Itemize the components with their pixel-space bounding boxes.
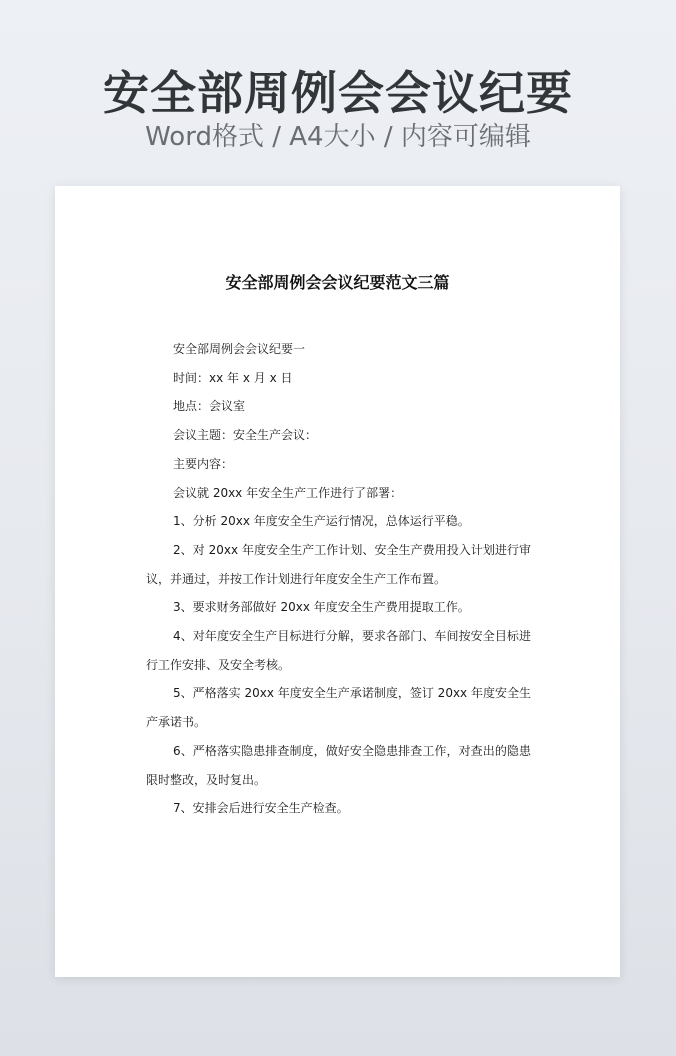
banner-title: 安全部周例会会议纪要 <box>103 66 573 120</box>
document-heading-paragraph: 安全部周例会会议纪要一 <box>173 342 306 356</box>
meeting-time-paragraph: 时间：xx 年 x 月 x 日 <box>173 370 293 385</box>
item-4-paragraph: 4、对年度安全生产目标进行分解，要求各部门、车间按安全目标进行工作安排、及安全考核。 <box>146 629 531 672</box>
document-body <box>146 335 531 823</box>
main-content-label-paragraph: 主要内容： <box>173 456 234 471</box>
item-5-paragraph: 5、严格落实 20xx 年度安全生产承诺制度，签订 20xx 年度安全生产承诺书。 <box>146 686 531 730</box>
item-1-paragraph: 1、分析 20xx 年度安全生产运行情况，总体运行平稳。 <box>173 514 470 529</box>
intro-paragraph: 会议就 20xx 年安全生产工作进行了部署： <box>173 485 403 500</box>
meeting-topic-paragraph: 会议主题：安全生产会议： <box>173 428 318 443</box>
document-page <box>55 186 620 977</box>
item-2-paragraph: 2、对 20xx 年度安全生产工作计划、安全生产费用投入计划进行审议，并通过，并按工作计划进行年度安全生产工作布置。 <box>146 542 531 586</box>
item-6-paragraph: 6、严格落实隐患排查制度，做好安全隐患排查工作，对查出的隐患限时整改，及时复出。 <box>146 743 531 787</box>
meeting-location-paragraph: 地点：会议室 <box>173 399 246 414</box>
item-3-paragraph: 3、要求财务部做好 20xx 年度安全生产费用提取工作。 <box>173 600 470 615</box>
document-title: 安全部周例会会议纪要范文三篇 <box>225 273 450 292</box>
item-7-paragraph: 7、安排会后进行安全生产检查。 <box>173 801 349 816</box>
banner-subtitle: Word格式 / A4大小 / 内容可编辑 <box>145 122 531 152</box>
